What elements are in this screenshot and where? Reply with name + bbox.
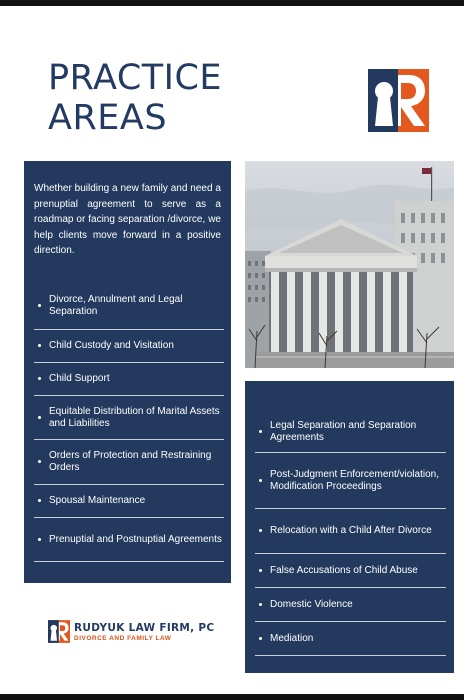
bullet-icon: [259, 637, 262, 640]
practice-list-left: [34, 283, 224, 562]
bullet-icon: [38, 538, 41, 541]
list-item-label: Mediation: [270, 632, 314, 644]
bullet-icon: [38, 304, 41, 307]
rudyuk-r-logo-icon: [368, 69, 429, 132]
list-item-label: Relocation with a Child After Divorce: [270, 525, 432, 536]
list-item: [255, 554, 446, 588]
bullet-icon: [259, 430, 262, 433]
list-item-label: Legal Separation and Separation Agreements: [270, 419, 417, 443]
list-item: [34, 440, 224, 485]
practice-list-right: [255, 411, 446, 656]
bullet-icon: [259, 603, 262, 606]
firm-name: RUDYUK LAW FIRM, PC: [74, 621, 215, 634]
bullet-icon: [259, 479, 262, 482]
courthouse-photo: [245, 161, 454, 368]
list-item: [34, 485, 224, 518]
list-item: [34, 283, 224, 330]
page-title-line-1: PRACTICE: [48, 58, 223, 98]
list-item: [255, 453, 446, 509]
bullet-icon: [38, 499, 41, 502]
page-title: [48, 58, 222, 138]
list-item-label: False Accusations of Child Abuse: [270, 564, 418, 576]
bullet-icon: [259, 529, 262, 532]
list-item-label: Child Custody and Visitation: [49, 340, 174, 351]
list-item-label: Spousal Maintenance: [49, 495, 146, 506]
list-item: [255, 509, 446, 554]
list-item-label: Orders of Protection and Restraining Orders: [49, 450, 212, 473]
bullet-icon: [38, 377, 41, 380]
list-item-label: Child Support: [49, 373, 110, 384]
list-item-label: Post-Judgment Enforcement/violation, Modification Proceedings: [270, 468, 439, 492]
bullet-icon: [38, 460, 41, 463]
list-item: [255, 411, 446, 453]
list-item: [255, 622, 446, 656]
bullet-icon: [38, 344, 41, 347]
intro-paragraph: Whether building a new family and need a prenuptial agreement to serve as a roadmap or facing separation /divorce, we help clients move forward in a positive direction.: [34, 183, 221, 256]
list-item: [34, 363, 224, 396]
firm-tagline: DIVORCE AND FAMILY LAW: [74, 634, 172, 642]
list-item: [34, 330, 224, 363]
page-title-line-2: AREAS: [48, 98, 168, 138]
list-item-label: Prenuptial and Postnuptial Agreements: [49, 533, 222, 545]
list-item: [255, 588, 446, 622]
practice-areas-panel-left: [24, 161, 231, 583]
list-item-label: Domestic Violence: [270, 598, 353, 610]
bullet-icon: [259, 569, 262, 572]
bullet-icon: [38, 416, 41, 419]
list-item: [34, 518, 224, 562]
list-item-label: Equitable Distribution of Marital Assets and Liabilities: [49, 405, 220, 429]
rudyuk-r-logo-small-icon: [48, 620, 70, 643]
list-item-label: Divorce, Annulment and Legal Separation: [49, 294, 183, 317]
footer-firm-logo: [48, 620, 214, 643]
practice-areas-panel-right: [245, 381, 454, 673]
brochure-page: [0, 6, 464, 694]
list-item: [34, 396, 224, 440]
